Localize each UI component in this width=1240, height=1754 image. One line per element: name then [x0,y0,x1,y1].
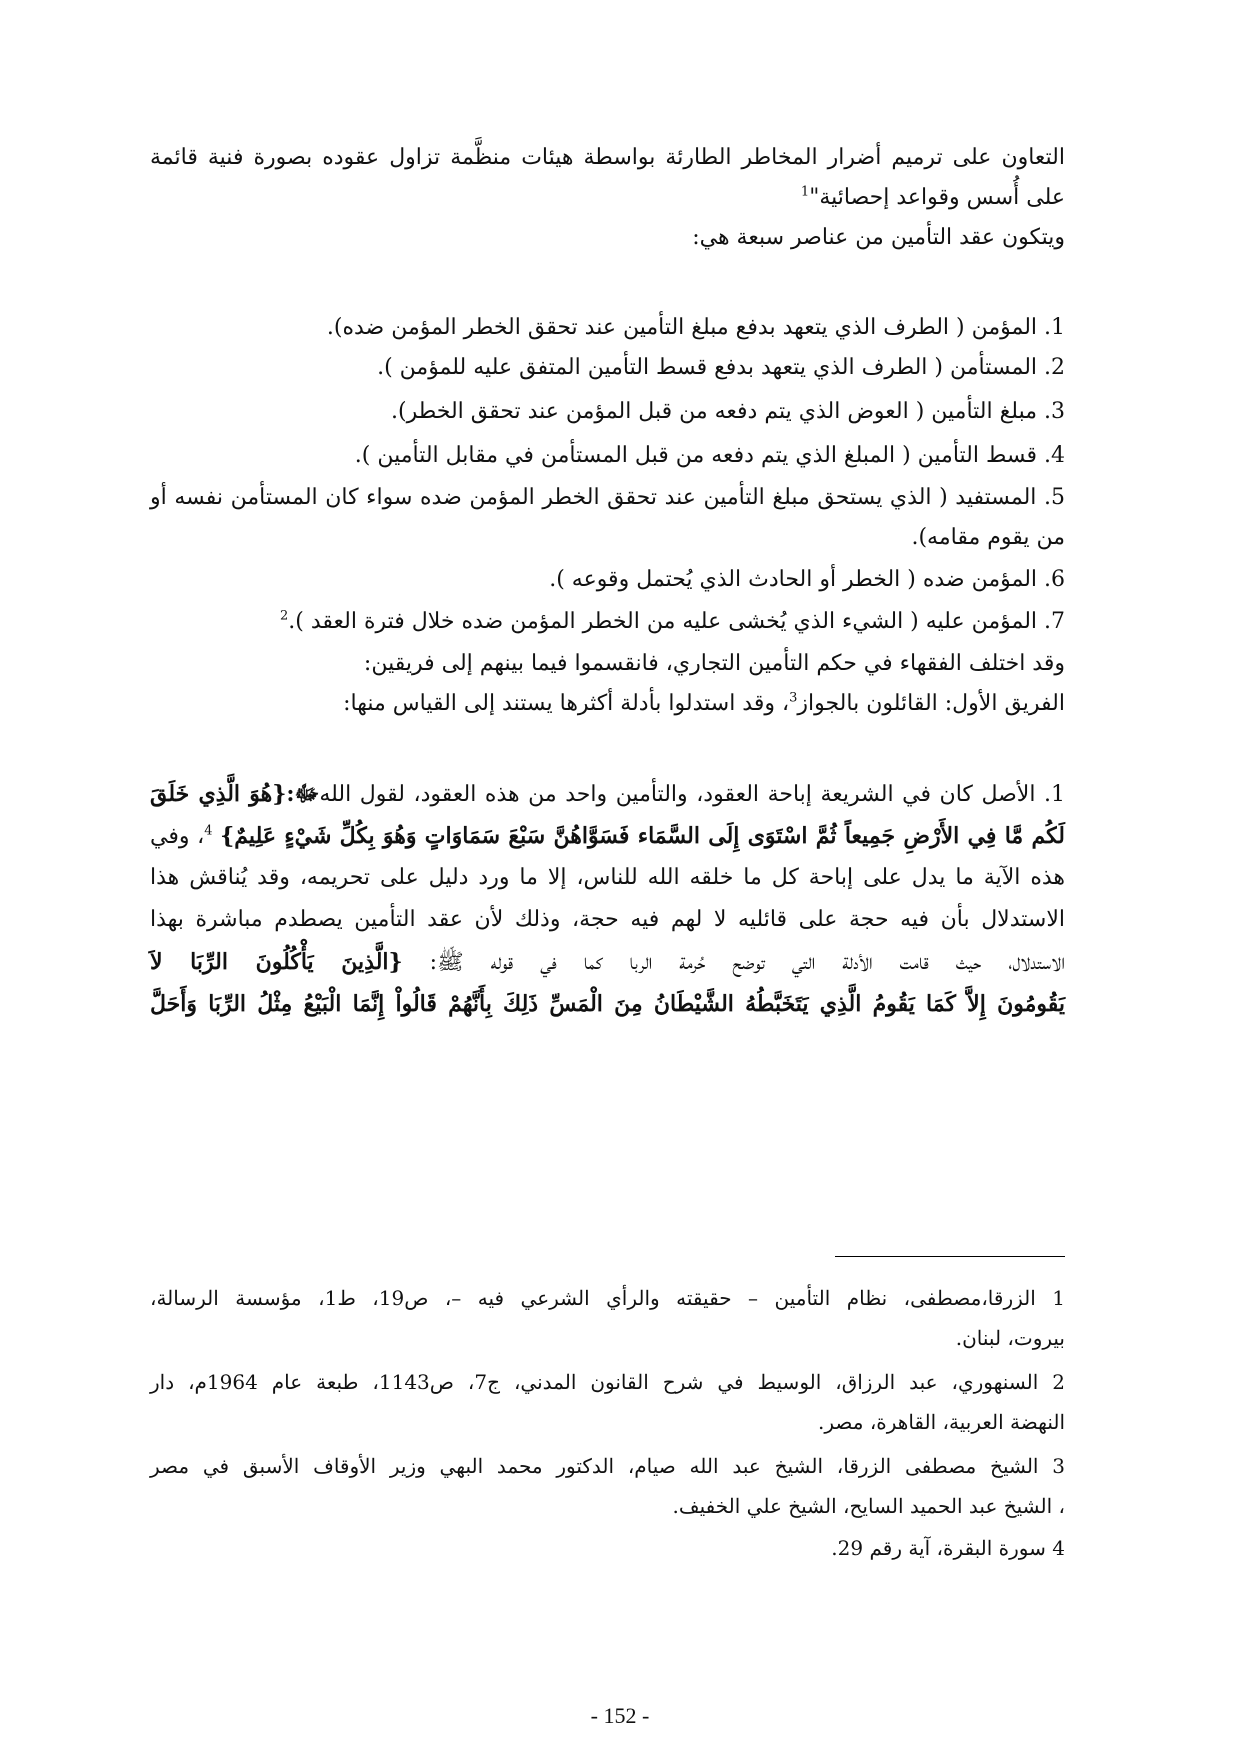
list-item [280,602,1065,642]
footnote [150,1446,1065,1486]
paragraph-line [150,984,1065,1025]
paragraph-text: 1. الأصل كان في الشريعة إباحة العقود، والتأمين واحد من هذه العقود، لقول الله [319,782,1066,807]
paragraph-line [150,942,1065,983]
footnote [150,1362,1065,1402]
paragraph-line: هذه الآية ما يدل على إباحة كل ما خلقه الله للناس، إلا ما ورد دليل على تحريمه، وقد يُناقش هذا [150,865,1065,890]
list-item: 6. المؤمن ضده ( الخطر أو الحادث الذي يُحتمل وقوعه ). [549,567,1065,592]
paragraph-line [150,774,1065,815]
verse-text: لَكُم مَّا فِي الأَرْضِ جَمِيعاً ثُمَّ اسْتَوَى إِلَى السَّمَاء فَسَوَّاهُنَّ سَبْعَ سَمَاوَاتٍ وَهُوَ بِكُلِّ شَيْءٍ عَلِيمٌ} [220,823,1065,849]
page-number: - 152 - [590,1703,650,1728]
fuqaha-line: وقد اختلف الفقهاء في حكم التأمين التجاري، فانقسموا فيما بينهم إلى فريقين: [363,651,1065,676]
footnote-number: 3 [1052,1454,1065,1478]
list-item: 1. المؤمن ( الطرف الذي يتعهد بدفع مبلغ التأمين عند تحقق الخطر المؤمن ضده). [326,315,1065,340]
intro-line-2-text: على أُسس وقواعد إحصائية" [809,185,1065,210]
paragraph-text: ، وفي [150,824,205,849]
footnote-ref: 4 [204,823,213,839]
footnote [150,1278,1065,1318]
footnote-ref: 2 [280,608,289,624]
group-one-text-b: ، وقد استدلوا بأدلة أكثرها يستند إلى القياس منها: [343,691,790,716]
list-item: 5. المستفيد ( الذي يستحق مبلغ التأمين عند تحقق الخطر المؤمن ضده سواء كان المستأمن نفسه أو [150,485,1065,510]
verse-text: {الَّذِينَ يَأْكُلُونَ الرِّبَا لاَ [150,949,403,975]
paragraph-line: الاستدلال بأن فيه حجة على قائليه لا لهم فيه حجة، وذلك لأن عقد التأمين يصطدم مباشرة بهذا [150,907,1065,932]
footnote-text: السنهوري، عبد الرزاق، الوسيط في شرح القانون المدني، ج7، ص1143، طبعة عام 1964م، دار [150,1370,1039,1394]
intro-line-2 [801,178,1065,218]
footnote-text: الزرقا،مصطفى، نظام التأمين – حقيقته والرأي الشرعي فيه –، ص19، ط1، مؤسسة الرسالة، [150,1286,1036,1310]
footnote-continuation: النهضة العربية، القاهرة، مصر. [818,1410,1065,1434]
paragraph-line [150,816,1065,857]
footnote-number: 2 [1052,1370,1066,1394]
intro-line-1: التعاون على ترميم أضرار المخاطر الطارئة بواسطة هيئات منظَّمة تزاول عقوده بصورة فنية قائمة [150,145,1065,170]
paragraph-text: الاستدلال، حيث قامت الأدلة التي توضح حُرمة الربا كما في قوله ﷺ: [429,950,1065,975]
footnote-separator [835,1256,1065,1257]
footnote-ref: 3 [789,690,798,706]
verse-text: يَقُومُونَ إِلاَّ كَمَا يَقُومُ الَّذِي يَتَخَبَّطُهُ الشَّيْطَانُ مِنَ الْمَسِّ ذَلِكَ بِأَنَّهُمْ قَالُواْ إِنَّمَا الْبَيْعُ مِثْلُ الرِّبَا وَأَحَلَّ [150,991,1065,1017]
list-item: 3. مبلغ التأمين ( العوض الذي يتم دفعه من قبل المؤمن عند تحقق الخطر). [391,399,1065,424]
intro-line-3: ويتكون عقد التأمين من عناصر سبعة هي: [692,225,1065,250]
group-one-text: الفريق الأول: القائلون بالجواز [797,691,1065,716]
list-item: 2. المستأمن ( الطرف الذي يتعهد بدفع قسط التأمين المتفق عليه للمؤمن ). [377,355,1065,380]
verse-text: ﷻ:{هُوَ الَّذِي خَلَقَ [150,781,320,807]
footnote [831,1528,1065,1568]
group-one-line [343,684,1065,724]
footnote-ref: 1 [800,184,810,200]
footnote-number: 4 [1052,1536,1065,1560]
footnote-continuation: ، الشيخ عبد الحميد السايح، الشيخ علي الخفيف. [672,1494,1065,1518]
footnote-number: 1 [1052,1286,1065,1310]
list-item: 4. قسط التأمين ( المبلغ الذي يتم دفعه من قبل المستأمن في مقابل التأمين ). [354,443,1065,468]
item-7-text: 7. المؤمن عليه ( الشيء الذي يُخشى عليه من الخطر المؤمن ضده خلال فترة العقد ). [288,609,1065,634]
footnote-continuation: بيروت، لبنان. [955,1326,1065,1350]
list-item: من يقوم مقامه). [911,525,1065,550]
footnote-text: الشيخ مصطفى الزرقا، الشيخ عبد الله صيام، الدكتور محمد البهي وزير الأوقاف الأسبق في مصر [150,1454,1039,1478]
footnote-text: سورة البقرة، آية رقم 29. [831,1536,1046,1560]
